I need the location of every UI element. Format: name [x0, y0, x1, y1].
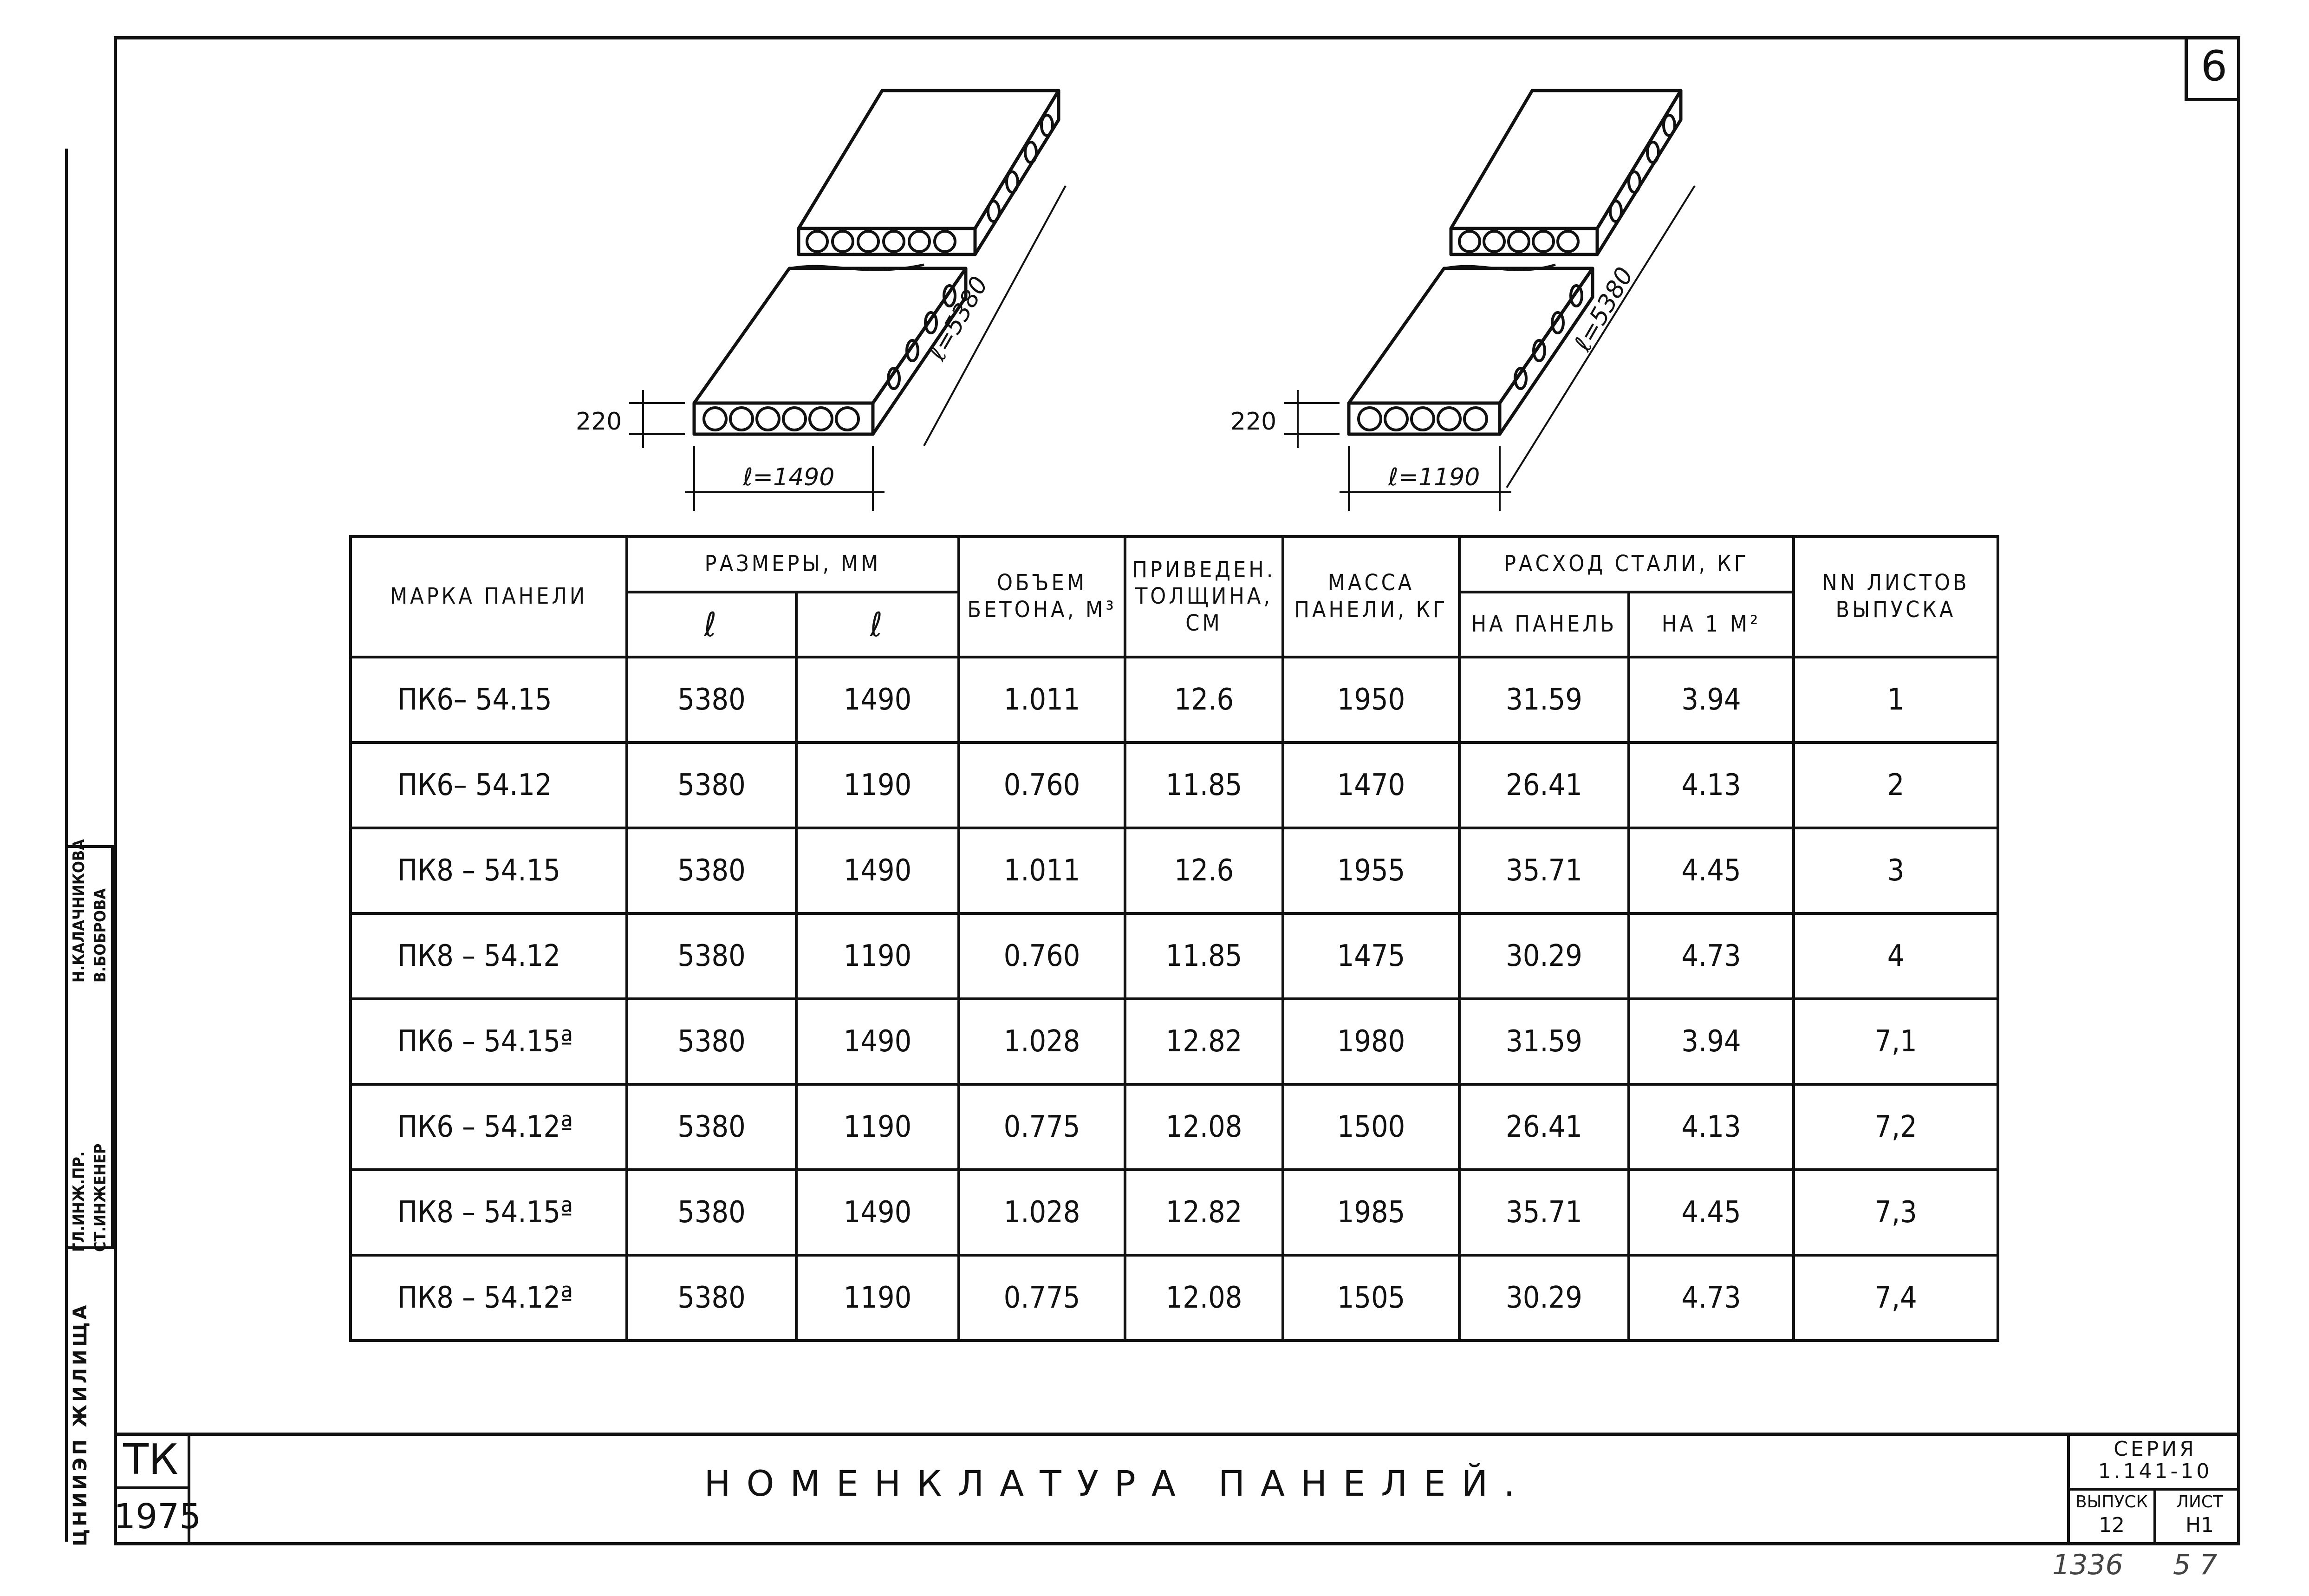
panel-2-bottom-side	[1500, 268, 1593, 434]
cell-l: 5380	[627, 1084, 796, 1170]
cell-thickness: 12.08	[1125, 1084, 1283, 1170]
cell-sheets: 7,4	[1794, 1255, 1998, 1341]
cell-steel-panel: 35.71	[1459, 1170, 1629, 1255]
cell-sheets: 4	[1794, 913, 1998, 999]
panel-1-height-label: 220	[576, 408, 622, 436]
stamp-role-2: СТ.ИНЖЕНЕР	[91, 1143, 110, 1252]
cell-l: 5380	[627, 1255, 796, 1341]
cell-mark: ПК6– 54.15	[351, 657, 627, 743]
panel-1-dimensions	[629, 186, 1066, 511]
panel-1-top-face	[799, 91, 1059, 228]
series-cell	[2070, 1433, 2240, 1491]
cell-volume: 0.775	[959, 1084, 1125, 1170]
cell-l: 5380	[627, 743, 796, 828]
cell-mark: ПК6 – 54.15ª	[351, 999, 627, 1084]
cell-thickness: 12.82	[1125, 999, 1283, 1084]
cell-b: 1490	[796, 999, 959, 1084]
cell-volume: 1.028	[959, 999, 1125, 1084]
cell-b: 1490	[796, 657, 959, 743]
cell-mass: 1505	[1283, 1255, 1459, 1341]
stamp-name-1: Н.КАЛАЧНИКОВА	[70, 839, 88, 983]
cell-mass: 1500	[1283, 1084, 1459, 1170]
cell-volume: 1.028	[959, 1170, 1125, 1255]
stamp-role-1: ГЛ.ИНЖ.ПР.	[70, 1151, 88, 1252]
panel-2-height-label: 220	[1230, 408, 1277, 436]
cell-steel-m2: 4.73	[1629, 913, 1794, 999]
cell-mark: ПК8 – 54.15ª	[351, 1170, 627, 1255]
cell-steel-m2: 4.13	[1629, 1084, 1794, 1170]
cell-thickness: 12.08	[1125, 1255, 1283, 1341]
issue-number: 12	[2099, 1513, 2125, 1537]
table-row	[351, 913, 1998, 999]
footer-right-note: 5 7	[2173, 1549, 2218, 1581]
cell-mass: 1980	[1283, 999, 1459, 1084]
cell-mark: ПК6 – 54.12ª	[351, 1084, 627, 1170]
panel-2-length-label: ℓ=5380	[1569, 262, 1639, 356]
cell-steel-panel: 26.41	[1459, 743, 1629, 828]
header-thickness: ПРИВЕДЕН. ТОЛЩИНА, СМ	[1125, 536, 1283, 657]
header-sizes: РАЗМЕРЫ, ММ	[627, 536, 959, 592]
document-title: НОМЕНКЛАТУРА ПАНЕЛЕЙ.	[704, 1463, 1531, 1504]
cell-mass: 1470	[1283, 743, 1459, 828]
cell-steel-m2: 3.94	[1629, 657, 1794, 743]
header-sheets: NN ЛИСТОВ ВЫПУСКА	[1794, 536, 1998, 657]
panel-1-bottom-holes	[704, 286, 955, 430]
sheet-number: Н1	[2185, 1513, 2214, 1537]
cell-steel-m2: 4.13	[1629, 743, 1794, 828]
cell-mass: 1475	[1283, 913, 1459, 999]
panel-1-bottom-face	[694, 268, 966, 403]
cell-thickness: 11.85	[1125, 743, 1283, 828]
table-row	[351, 1255, 1998, 1341]
org-code-box	[114, 1433, 202, 1545]
issue-label: ВЫПУСК	[2075, 1492, 2148, 1511]
table-row	[351, 1084, 1998, 1170]
table-body	[351, 657, 1998, 1341]
cell-volume: 0.760	[959, 913, 1125, 999]
panel-2-top-face	[1451, 91, 1681, 228]
cell-mark: ПК8 – 54.15	[351, 828, 627, 913]
year: 1975	[114, 1497, 202, 1537]
panel-2-bottom-face	[1349, 268, 1593, 403]
cell-steel-panel: 31.59	[1459, 657, 1629, 743]
signature-stamp	[65, 839, 114, 1252]
cell-sheets: 2	[1794, 743, 1998, 828]
cell-b: 1190	[796, 1255, 959, 1341]
cell-sheets: 7,2	[1794, 1084, 1998, 1170]
panel-spec-table	[349, 535, 1999, 1342]
sheet-cell	[2156, 1491, 2243, 1545]
panel-1-width-label: ℓ=1490	[743, 463, 835, 491]
cell-steel-panel: 30.29	[1459, 913, 1629, 999]
cell-l: 5380	[627, 828, 796, 913]
cell-steel-m2: 4.73	[1629, 1255, 1794, 1341]
header-size-b: ℓ	[796, 592, 959, 657]
header-mass: МАССА ПАНЕЛИ, КГ	[1283, 536, 1459, 657]
stamp-name-2: В.БОБРОВА	[91, 888, 110, 983]
cell-mass: 1950	[1283, 657, 1459, 743]
issue-cell	[2070, 1491, 2156, 1545]
cell-mass: 1985	[1283, 1170, 1459, 1255]
cell-sheets: 3	[1794, 828, 1998, 913]
cell-mark: ПК8 – 54.12ª	[351, 1255, 627, 1341]
panel-1-length-label: ℓ=5380	[924, 272, 994, 365]
cell-b: 1190	[796, 913, 959, 999]
series-number: 1.141-10	[2098, 1459, 2212, 1483]
cell-l: 5380	[627, 999, 796, 1084]
panel-2-top-piece	[1451, 91, 1681, 254]
organization-name: ЦНИИЭП ЖИЛИЩА	[70, 1302, 91, 1546]
cell-b: 1490	[796, 1170, 959, 1255]
cell-steel-panel: 30.29	[1459, 1255, 1629, 1341]
header-steel: РАСХОД СТАЛИ, КГ	[1459, 536, 1794, 592]
cell-l: 5380	[627, 1170, 796, 1255]
table-row	[351, 743, 1998, 828]
cell-thickness: 12.6	[1125, 657, 1283, 743]
cell-volume: 0.760	[959, 743, 1125, 828]
cell-l: 5380	[627, 657, 796, 743]
cell-sheets: 1	[1794, 657, 1998, 743]
header-mark: МАРКА ПАНЕЛИ	[351, 536, 627, 657]
cell-mark: ПК6– 54.12	[351, 743, 627, 828]
cell-b: 1190	[796, 743, 959, 828]
cell-volume: 0.775	[959, 1255, 1125, 1341]
cell-b: 1490	[796, 828, 959, 913]
cell-sheets: 7,3	[1794, 1170, 1998, 1255]
table-row	[351, 657, 1998, 743]
panel-1-top-piece	[799, 91, 1059, 254]
header-steel-panel: НА ПАНЕЛЬ	[1459, 592, 1629, 657]
header-steel-m2: НА 1 М²	[1629, 592, 1794, 657]
cell-steel-panel: 31.59	[1459, 999, 1629, 1084]
cell-steel-m2: 3.94	[1629, 999, 1794, 1084]
series-box	[2067, 1433, 2240, 1545]
sheet-corner-number: 6	[2185, 36, 2240, 101]
header-size-l: ℓ	[627, 592, 796, 657]
cell-volume: 1.011	[959, 657, 1125, 743]
sheet-label: ЛИСТ	[2176, 1492, 2224, 1511]
table-row	[351, 828, 1998, 913]
cell-volume: 1.011	[959, 828, 1125, 913]
panel-2-dimensions	[1284, 186, 1695, 511]
panel-2-width-label: ℓ=1190	[1388, 463, 1480, 491]
footer-left-note: 1336	[2052, 1549, 2123, 1581]
table-row	[351, 1170, 1998, 1255]
cell-mark: ПК8 – 54.12	[351, 913, 627, 999]
header-volume: ОБЪЕМ БЕТОНА, М³	[959, 536, 1125, 657]
cell-mass: 1955	[1283, 828, 1459, 913]
cell-l: 5380	[627, 913, 796, 999]
cell-steel-m2: 4.45	[1629, 1170, 1794, 1255]
cell-thickness: 12.6	[1125, 828, 1283, 913]
cell-sheets: 7,1	[1794, 999, 1998, 1084]
cell-thickness: 11.85	[1125, 913, 1283, 999]
cell-steel-m2: 4.45	[1629, 828, 1794, 913]
table-row	[351, 999, 1998, 1084]
cell-steel-panel: 35.71	[1459, 828, 1629, 913]
cell-thickness: 12.82	[1125, 1170, 1283, 1255]
panel-2-bottom-holes	[1359, 286, 1582, 430]
cell-steel-panel: 26.41	[1459, 1084, 1629, 1170]
cell-b: 1190	[796, 1084, 959, 1170]
series-label: СЕРИЯ	[2114, 1437, 2197, 1461]
panel-1-top-holes	[807, 115, 1053, 252]
org-code: ТК	[114, 1433, 188, 1489]
